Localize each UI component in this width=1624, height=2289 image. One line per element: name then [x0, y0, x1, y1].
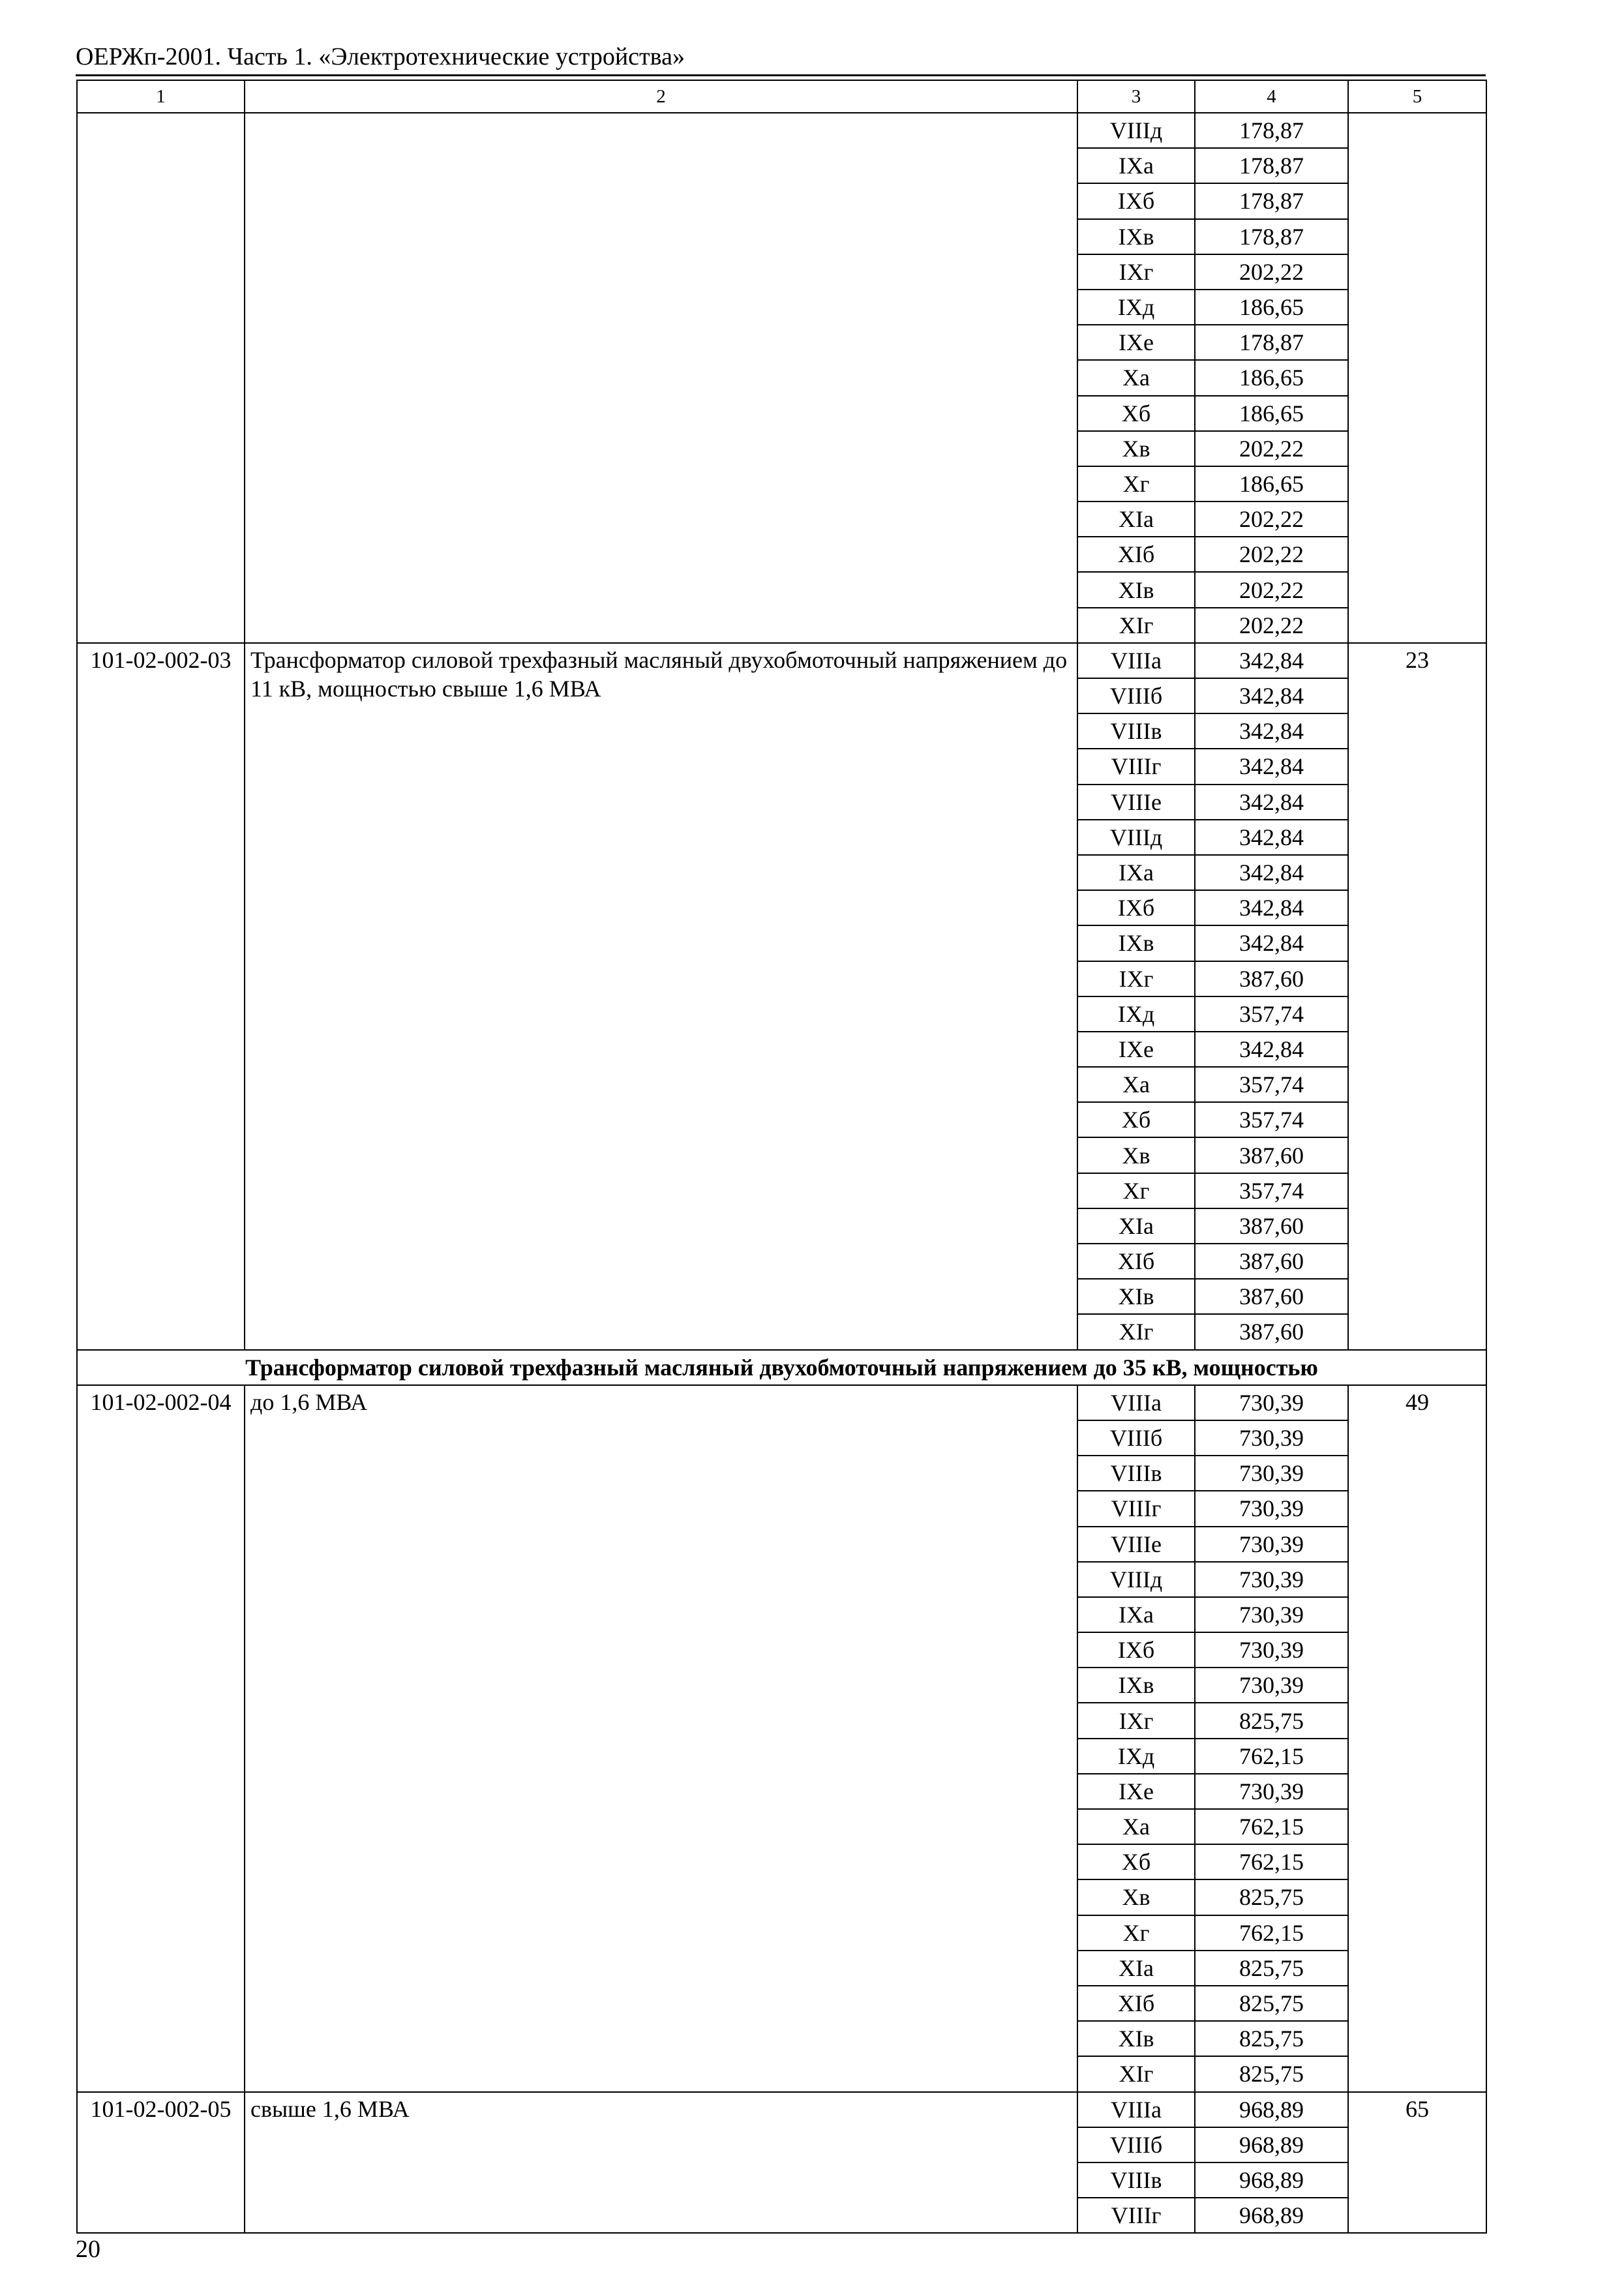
region-class: VIIIв: [1077, 2162, 1195, 2198]
region-class: XIв: [1077, 1279, 1195, 1314]
rate-value: 342,84: [1195, 785, 1348, 820]
rate-value: 825,75: [1195, 1879, 1348, 1915]
region-class: Xг: [1077, 1915, 1195, 1951]
region-class: IXб: [1077, 890, 1195, 925]
column-number-row: [77, 80, 1486, 113]
rate-value: 342,84: [1195, 855, 1348, 890]
region-class: IXб: [1077, 183, 1195, 218]
table-row: [77, 1385, 1486, 1420]
region-class: VIIIг: [1077, 2198, 1195, 2233]
rate-value: 357,74: [1195, 1173, 1348, 1208]
region-class: Xa: [1077, 1067, 1195, 1102]
region-class: VIIIг: [1077, 749, 1195, 784]
rate-value: 825,75: [1195, 2056, 1348, 2091]
rate-value: 342,84: [1195, 713, 1348, 749]
region-class: Xв: [1077, 1879, 1195, 1915]
region-class: IXд: [1077, 290, 1195, 325]
rate-value: 968,89: [1195, 2092, 1348, 2127]
region-class: IXв: [1077, 219, 1195, 254]
rate-value: 202,22: [1195, 501, 1348, 537]
rate-value: 730,39: [1195, 1456, 1348, 1491]
table-row: [77, 2092, 1486, 2127]
rate-value: 730,39: [1195, 1527, 1348, 1562]
table-row: [77, 643, 1486, 678]
region-class: Xг: [1077, 1173, 1195, 1208]
rate-value: 342,84: [1195, 820, 1348, 855]
region-class: IXa: [1077, 855, 1195, 890]
item-code: 101-02-002-05: [77, 2092, 245, 2234]
item-description: до 1,6 МВА: [245, 1385, 1077, 2092]
region-class: VIIIб: [1077, 2127, 1195, 2162]
region-class: IXг: [1077, 254, 1195, 290]
rate-value: 730,39: [1195, 1774, 1348, 1809]
region-class: XIв: [1077, 572, 1195, 607]
rate-value: 730,39: [1195, 1668, 1348, 1703]
rate-value: 825,75: [1195, 1703, 1348, 1738]
region-class: XIб: [1077, 1986, 1195, 2021]
region-class: IXe: [1077, 325, 1195, 360]
rate-value: 186,65: [1195, 396, 1348, 431]
region-class: VIIIe: [1077, 785, 1195, 820]
rates-table: [76, 80, 1487, 2234]
rate-value: 825,75: [1195, 2021, 1348, 2056]
rate-value: 387,60: [1195, 1137, 1348, 1173]
column-number-4: 4: [1195, 80, 1348, 113]
rate-value: 762,15: [1195, 1915, 1348, 1951]
item-code: 101-02-002-03: [77, 643, 245, 1350]
rate-value: 186,65: [1195, 290, 1348, 325]
rate-value: 178,87: [1195, 113, 1348, 148]
rate-value: 387,60: [1195, 1208, 1348, 1244]
column-number-5: 5: [1348, 80, 1486, 113]
rate-value: 178,87: [1195, 219, 1348, 254]
rate-value: 186,65: [1195, 466, 1348, 501]
region-class: XIг: [1077, 2056, 1195, 2091]
rate-value: 730,39: [1195, 1420, 1348, 1456]
rate-value: 825,75: [1195, 1951, 1348, 1986]
rate-value: 387,60: [1195, 1314, 1348, 1349]
item-description: свыше 1,6 МВА: [245, 2092, 1077, 2234]
rate-value: 342,84: [1195, 678, 1348, 713]
region-class: VIIIв: [1077, 1456, 1195, 1491]
rate-value: 762,15: [1195, 1844, 1348, 1879]
rate-value: 762,15: [1195, 1739, 1348, 1774]
rate-value: 342,84: [1195, 749, 1348, 784]
item-description: Трансформатор силовой трехфазный масляный двухобмоточный напряжением до 11 кВ, мощностью свыше 1,6 МВА: [245, 643, 1077, 1350]
rate-value: 730,39: [1195, 1632, 1348, 1668]
region-class: Xб: [1077, 396, 1195, 431]
region-class: IXв: [1077, 925, 1195, 961]
region-class: IXв: [1077, 1668, 1195, 1703]
region-class: XIб: [1077, 1244, 1195, 1279]
region-class: XIг: [1077, 1314, 1195, 1349]
column-number-1: 1: [77, 80, 245, 113]
rate-value: 202,22: [1195, 254, 1348, 290]
region-class: Xв: [1077, 431, 1195, 466]
rate-value: 730,39: [1195, 1562, 1348, 1597]
region-class: IXб: [1077, 1632, 1195, 1668]
rate-value: 342,84: [1195, 643, 1348, 678]
rate-value: 762,15: [1195, 1809, 1348, 1844]
region-class: VIIIг: [1077, 1491, 1195, 1526]
header-divider: [76, 74, 1486, 76]
rate-value: 968,89: [1195, 2198, 1348, 2233]
region-class: XIв: [1077, 2021, 1195, 2056]
region-class: IXд: [1077, 996, 1195, 1032]
region-class: Xв: [1077, 1137, 1195, 1173]
region-class: VIIIa: [1077, 643, 1195, 678]
document-header-title: ОЕРЖп-2001. Часть 1. «Электротехнические устройства»: [76, 43, 685, 70]
norm-value: 65: [1348, 2092, 1486, 2234]
column-number-2: 2: [245, 80, 1077, 113]
item-description: [245, 113, 1077, 643]
rate-value: 202,22: [1195, 608, 1348, 643]
rate-value: 357,74: [1195, 1067, 1348, 1102]
rate-value: 202,22: [1195, 572, 1348, 607]
region-class: Xб: [1077, 1102, 1195, 1137]
rate-value: 387,60: [1195, 1279, 1348, 1314]
rate-value: 342,84: [1195, 1032, 1348, 1067]
rate-value: 968,89: [1195, 2162, 1348, 2198]
region-class: Xa: [1077, 1809, 1195, 1844]
region-class: XIб: [1077, 537, 1195, 572]
region-class: IXe: [1077, 1774, 1195, 1809]
rate-value: 730,39: [1195, 1491, 1348, 1526]
region-class: Xг: [1077, 466, 1195, 501]
page-number: 20: [76, 2236, 100, 2263]
region-class: VIIIe: [1077, 1527, 1195, 1562]
region-class: XIa: [1077, 1208, 1195, 1244]
rate-value: 730,39: [1195, 1385, 1348, 1420]
region-class: VIIIд: [1077, 113, 1195, 148]
region-class: VIIIб: [1077, 678, 1195, 713]
rate-value: 202,22: [1195, 431, 1348, 466]
rate-value: 202,22: [1195, 537, 1348, 572]
region-class: XIa: [1077, 1951, 1195, 1986]
table-row: [77, 113, 1486, 148]
rate-value: 342,84: [1195, 925, 1348, 961]
rate-value: 387,60: [1195, 1244, 1348, 1279]
norm-value: 23: [1348, 643, 1486, 1350]
rate-value: 968,89: [1195, 2127, 1348, 2162]
rate-value: 357,74: [1195, 996, 1348, 1032]
rate-value: 178,87: [1195, 183, 1348, 218]
rate-value: 342,84: [1195, 890, 1348, 925]
rate-value: 357,74: [1195, 1102, 1348, 1137]
region-class: VIIIa: [1077, 1385, 1195, 1420]
region-class: Xa: [1077, 360, 1195, 395]
region-class: VIIIa: [1077, 2092, 1195, 2127]
region-class: Xб: [1077, 1844, 1195, 1879]
region-class: IXд: [1077, 1739, 1195, 1774]
region-class: IXг: [1077, 1703, 1195, 1738]
item-code: [77, 113, 245, 643]
region-class: VIIIб: [1077, 1420, 1195, 1456]
rate-value: 178,87: [1195, 325, 1348, 360]
region-class: VIIIд: [1077, 1562, 1195, 1597]
region-class: IXг: [1077, 961, 1195, 996]
norm-value: [1348, 113, 1486, 643]
rate-value: 825,75: [1195, 1986, 1348, 2021]
section-header-row: [77, 1350, 1486, 1385]
rate-value: 186,65: [1195, 360, 1348, 395]
region-class: IXa: [1077, 1597, 1195, 1632]
column-number-3: 3: [1077, 80, 1195, 113]
section-title: Трансформатор силовой трехфазный масляный двухобмоточный напряжением до 35 кВ, мощностью: [77, 1350, 1486, 1385]
norm-value: 49: [1348, 1385, 1486, 2092]
rate-value: 730,39: [1195, 1597, 1348, 1632]
region-class: IXa: [1077, 148, 1195, 183]
rate-value: 178,87: [1195, 148, 1348, 183]
region-class: XIг: [1077, 608, 1195, 643]
region-class: XIa: [1077, 501, 1195, 537]
item-code: 101-02-002-04: [77, 1385, 245, 2092]
rate-value: 387,60: [1195, 961, 1348, 996]
region-class: VIIIд: [1077, 820, 1195, 855]
region-class: IXe: [1077, 1032, 1195, 1067]
region-class: VIIIв: [1077, 713, 1195, 749]
